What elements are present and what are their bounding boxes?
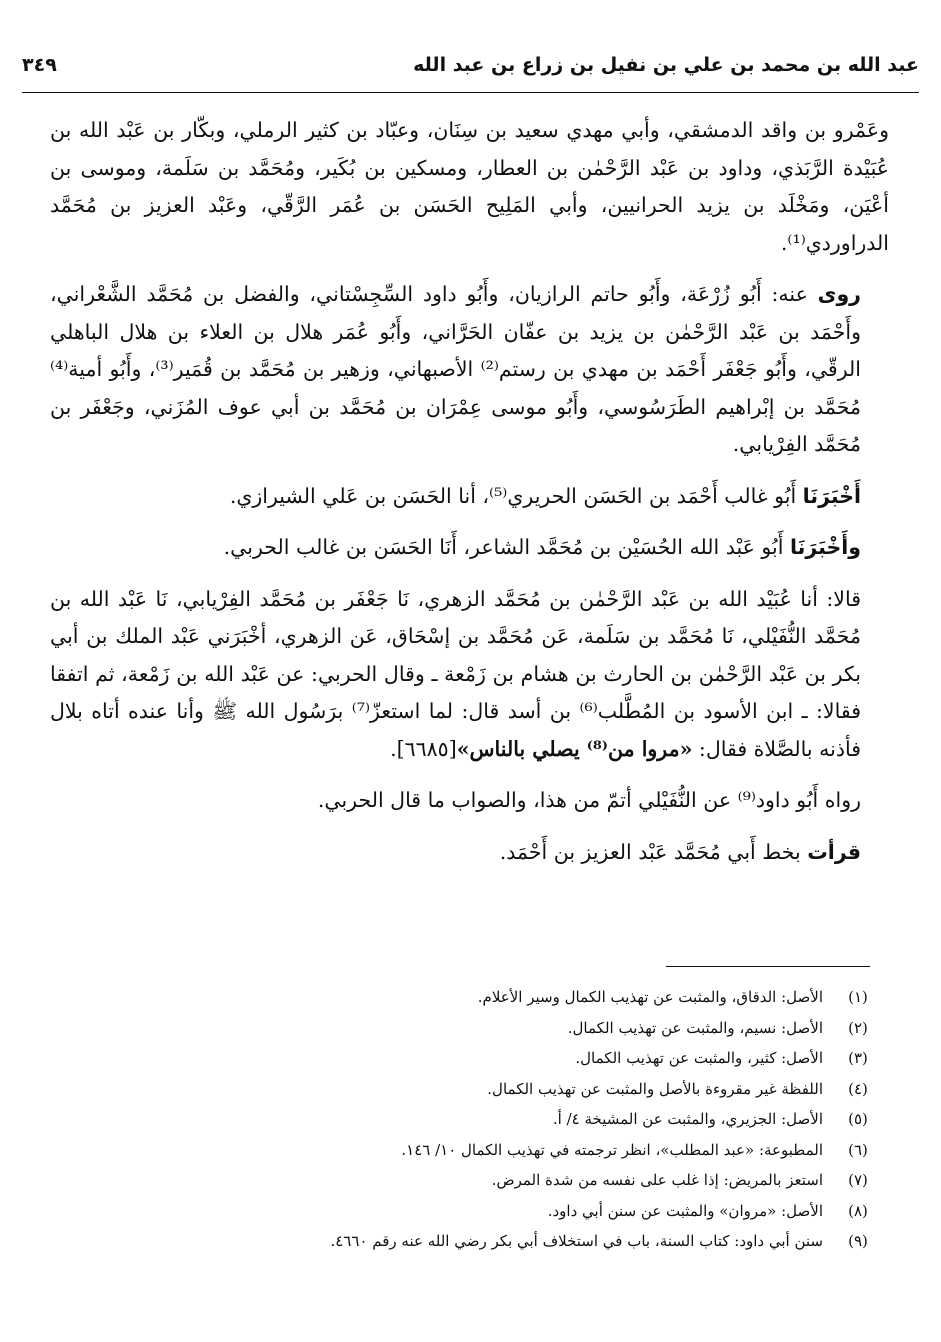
paragraph-teachers bbox=[50, 112, 889, 262]
hadith-quote: «مروا من⁽⁸⁾ يصلي بالناس» bbox=[456, 736, 693, 761]
footnote-text: الأصل: الدقاق، والمثبت عن تهذيب الكمال وسير الأعلام. bbox=[477, 988, 823, 1006]
isnad-lead: أَخْبَرَنَا bbox=[802, 483, 861, 508]
section-lead: روى bbox=[817, 282, 861, 306]
paragraph-hadith bbox=[50, 581, 889, 769]
paragraph-reading bbox=[50, 834, 889, 872]
footnote-number: (٦) bbox=[848, 1140, 868, 1159]
header-rule bbox=[22, 92, 919, 93]
page-number: ٣٤٩ bbox=[22, 54, 57, 76]
footnote-number: (٣) bbox=[848, 1049, 868, 1067]
isnad-lead: وأَخْبَرَنَا bbox=[789, 535, 861, 559]
footnote-number: (٨) bbox=[848, 1201, 868, 1220]
paragraph-narrators bbox=[50, 276, 889, 464]
main-text bbox=[50, 112, 889, 871]
paragraph-text: وعَمْرو بن واقد الدمشقي، وأبي مهدي سعيد بن سِنَان، وعبّاد بن كثير الرملي، وبكّار بن عَبْد الله بن عُبَيْدة الرَّبَذي، وداود بن عَبْد الرَّحْمٰن بن العطار، ومسكين بن بُكَير، ومُحَمَّد بن سَلَمة، وموسى بن أعْيَن، ومَخْلَد بن يزيد الحرانيين، وأبي المَلِيح الحَسَن بن عُمَر الرَّقّي، وعَبْد العزيز بن مُحَمَّد الدراوردي⁽¹⁾. bbox=[50, 118, 889, 255]
footnote-number: (٧) bbox=[848, 1171, 868, 1189]
footnote-text: المطبوعة: «عبد المطلب»، انظر ترجمته في تهذيب الكمال ١٠/ ١٤٦. bbox=[401, 1140, 823, 1159]
footnote-text: استعز بالمريض: إذا غلب على نفسه من شدة المرض. bbox=[491, 1171, 823, 1189]
footnote-text: سنن أبي داود: كتاب السنة، باب في استخلاف أبي بكر رضي الله عنه رقم ٤٦٦٠. bbox=[330, 1232, 823, 1250]
footnote bbox=[120, 1168, 875, 1199]
paragraph-text: عنه: أَبُو زُرْعَة، وأَبُو حاتم الرازيان، وأَبُو داود السِّجِسْتاني، والفضل بن مُحَمَّد الشَّعْراني، وأَحْمَد بن عَبْد الرَّحْمٰن بن يزيد بن عفّان الحَرَّاني، وأَبُو عُمَر هلال بن العلاء بن هلال الباهلي الرقّي، وأَبُو جَعْفَر أَحْمَد بن مهدي بن رستم⁽²⁾ الأصبهاني، وزهير بن مُحَمَّد بن قُمَير⁽³⁾، وأَبُو أمية⁽⁴⁾ مُحَمَّد بن إبْراهيم الطَرَسُوسي، وأَبُو موسى عِمْرَان بن مُحَمَّد بن أبي عوف المُزَني، وجَعْفَر بن مُحَمَّد الفِرْيابي. bbox=[50, 282, 861, 456]
footnote bbox=[120, 985, 875, 1016]
footnote-number: (٥) bbox=[848, 1110, 868, 1128]
footnote-number: (١) bbox=[848, 988, 868, 1006]
footnote bbox=[120, 1199, 875, 1230]
paragraph-text: أَبُو غالب أَحْمَد بن الحَسَن الحريري⁽⁵⁾، أنا الحَسَن بن عَلي الشيرازي. bbox=[229, 483, 803, 508]
footnote-text: الأصل: «مروان» والمثبت عن سنن أبي داود. bbox=[547, 1201, 823, 1220]
running-header bbox=[22, 52, 919, 92]
footnote bbox=[120, 1016, 875, 1047]
paragraph-text: رواه أَبُو داود⁽⁹⁾ عن النُّفَيْلي أتمّ من هذا، والصواب ما قال الحربي. bbox=[317, 788, 861, 812]
paragraph-note bbox=[50, 782, 889, 820]
footnote-number: (٤) bbox=[848, 1079, 868, 1098]
header-title: عبد الله بن محمد بن علي بن نفيل بن زراع بن عبد الله bbox=[413, 54, 919, 76]
footnote-separator bbox=[666, 966, 870, 967]
footnote bbox=[120, 1138, 875, 1169]
footnotes bbox=[120, 985, 875, 1260]
footnote-number: (٩) bbox=[848, 1232, 868, 1250]
footnote-number: (٢) bbox=[848, 1018, 868, 1037]
paragraph-text: قالا: أنا عُبَيْد الله بن عَبْد الرَّحْمٰن بن مُحَمَّد الزهري، نَا جَعْفَر بن مُحَمَّد الفِرْيابي، نَا عَبْد الله بن مُحَمَّد النُّفَيْلي، نَا مُحَمَّد بن سَلَمة، عَن مُحَمَّد بن إسْحَاق، عَن الزهري، أخْبَرَني عَبْد الملك بن أبي بكر بن عَبْد الرَّحْمٰن بن الحارث بن هشام بن زَمْعة ـ وقال الحربي: عن عَبْد الله بن زَمْعة، ثم اتفقا فقالا: ـ ابن الأسود بن المُطَّلب⁽⁶⁾ بن أسد قال: لما استعزّ⁽⁷⁾ برَسُول الله ﷺ وأنا عنده أتاه بلال فأذنه بالصَّلاة فقال: bbox=[50, 586, 861, 761]
footnote-text: الأصل: نسيم، والمثبت عن تهذيب الكمال. bbox=[567, 1018, 823, 1037]
footnote bbox=[120, 1077, 875, 1108]
footnote bbox=[120, 1046, 875, 1077]
paragraph-isnad-2 bbox=[50, 529, 889, 567]
paragraph-text: بخط أَبي مُحَمَّد عَبْد العزيز بن أَحْمَد. bbox=[499, 839, 808, 864]
hadith-reference: [٦٦٨٥]. bbox=[390, 736, 457, 761]
footnote-text: اللفظة غير مقروءة بالأصل والمثبت عن تهذيب الكمال. bbox=[487, 1079, 823, 1098]
paragraph-text: أَبُو عَبْد الله الحُسَيْن بن مُحَمَّد الشاعر، أَنَا الحَسَن بن غالب الحربي. bbox=[223, 535, 790, 559]
footnote-text: الأصل: كثير، والمثبت عن تهذيب الكمال. bbox=[575, 1049, 823, 1067]
section-lead: قرأت bbox=[807, 839, 861, 864]
footnote-text: الأصل: الجزيري، والمثبت عن المشيخة ٤/ أ. bbox=[552, 1110, 823, 1128]
paragraph-isnad-1 bbox=[50, 478, 889, 516]
footnote bbox=[120, 1229, 875, 1260]
footnote bbox=[120, 1107, 875, 1138]
